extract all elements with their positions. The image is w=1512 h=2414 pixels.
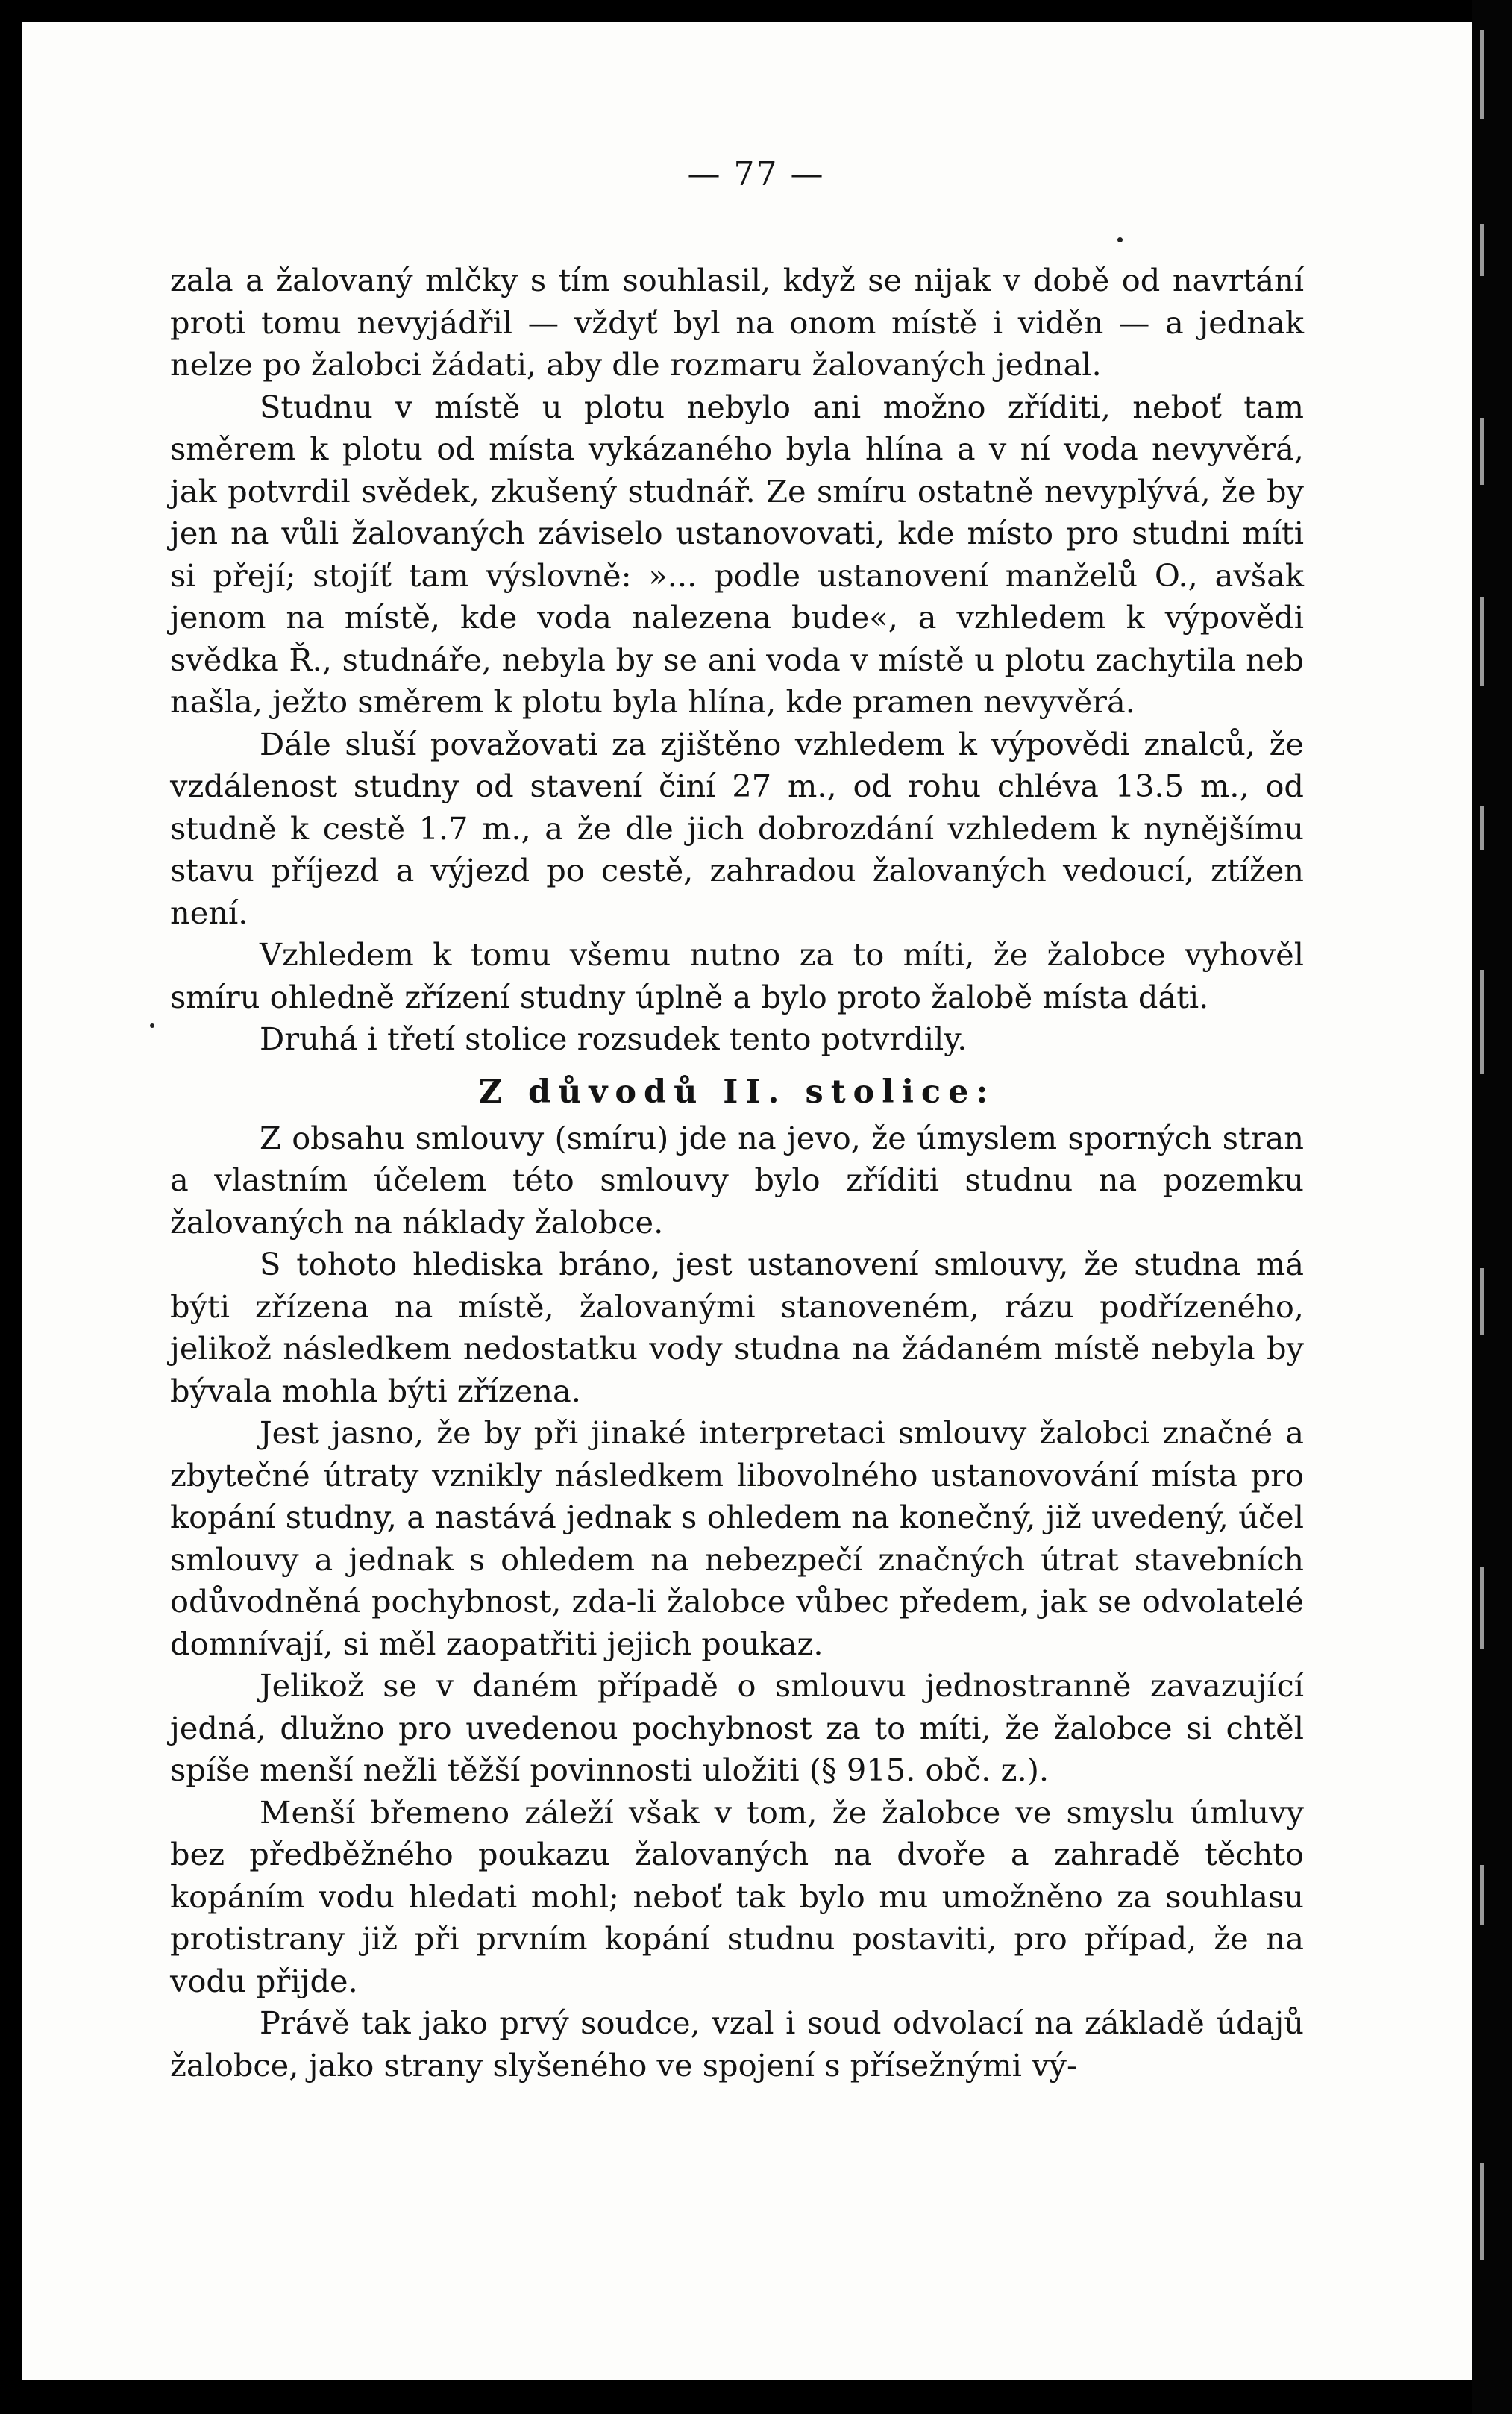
- paragraph: Jest jasno, že by při jinaké interpretaci smlouvy žalobci značné a zbytečné útraty vznikly následkem libovolného ustanovování místa pro kopání studny, a nastává jednak s ohledem na konečný, již uvedený, účel smlouvy a jednak s ohledem na nebezpečí značných útrat stavebních odůvodněná pochybnost, zda-li žalobce vůbec předem, jak se odvolatelé domnívají, si měl zaopatřiti jejich poukaz.: [170, 1414, 1304, 1662]
- ink-dot: [1117, 237, 1123, 242]
- page-number: — 77 —: [687, 155, 825, 193]
- paragraph: Studnu v místě u plotu nebylo ani možno zříditi, neboť tam směrem k plotu od místa vykázaného byla hlína a v ní voda nevyvěrá, jak potvrdil svědek, zkušený studnář. Ze smíru ostatně nevyplývá, že by jen na vůli žalovaných záviselo ustanovovati, kde místo pro studni míti si přejí; stojíť tam výslovně: »... podle ustanovení manželů O., avšak jenom na místě, kde voda nalezena bude«, a vzhledem k výpovědi svědka Ř., studnáře, nebyla by se ani voda v místě u plotu zachytila neb našla, ježto směrem k plotu byla hlína, kde pramen nevyvěrá.: [170, 388, 1304, 720]
- paragraph: Dále sluší považovati za zjištěno vzhledem k výpovědi znalců, že vzdálenost studny od stavení činí 27 m., od rohu chléva 13.5 m., od studně k cestě 1.7 m., a že dle jich dobrozdání vzhledem k nynějšímu stavu příjezd a výjezd po cestě, zahradou žalovaných vedoucí, ztížen není.: [170, 725, 1304, 931]
- paragraph: Vzhledem k tomu všemu nutno za to míti, že žalobce vyhověl smíru ohledně zřízení studny úplně a bylo proto žalobě místa dáti.: [170, 936, 1304, 1015]
- scan-edge: [1472, 0, 1512, 2414]
- body-text: [170, 260, 1304, 2087]
- paragraph: zala a žalovaný mlčky s tím souhlasil, když se nijak v době od navrtání proti tomu nevyjádřil — vždyť byl na onom místě i viděn — a jednak nelze po žalobci žádati, aby dle rozmaru žalovaných jednal.: [170, 262, 1304, 383]
- ink-dot: [150, 1023, 154, 1028]
- paragraph: Právě tak jako prvý soudce, vzal i soud odvolací na základě údajů žalobce, jako strany slyšeného ve spojení s přísežnými vý-: [170, 2004, 1304, 2084]
- paragraph: S tohoto hlediska bráno, jest ustanovení smlouvy, že studna má býti zřízena na místě, žalovanými stanoveném, rázu podřízeného, jelikož následkem nedostatku vody studna na žádaném místě nebyla by bývala mohla býti zřízena.: [170, 1246, 1304, 1409]
- paragraph: Z obsahu smlouvy (smíru) jde na jevo, že úmyslem sporných stran a vlastním účelem této smlouvy bylo zříditi studnu na pozemku žalovaných na náklady žalobce.: [170, 1119, 1304, 1241]
- paragraph: Menší břemeno záleží však v tom, že žalobce ve smyslu úmluvy bez předběžného poukazu žalovaných na dvoře a zahradě těchto kopáním vodu hledati mohl; neboť tak bylo mu umožněno za souhlasu protistrany již při prvním kopání studnu postaviti, pro případ, že na vodu přijde.: [170, 1793, 1304, 1999]
- section-heading: Z důvodů II. stolice:: [478, 1073, 996, 1111]
- paragraph: Jelikož se v daném případě o smlouvu jednostranně zavazující jedná, dlužno pro uvedenou pochybnost za to míti, že žalobce si chtěl spíše menší nežli těžší povinnosti uložiti (§ 915. obč. z.).: [170, 1667, 1304, 1788]
- paragraph: Druhá i třetí stolice rozsudek tento potvrdily.: [260, 1021, 967, 1057]
